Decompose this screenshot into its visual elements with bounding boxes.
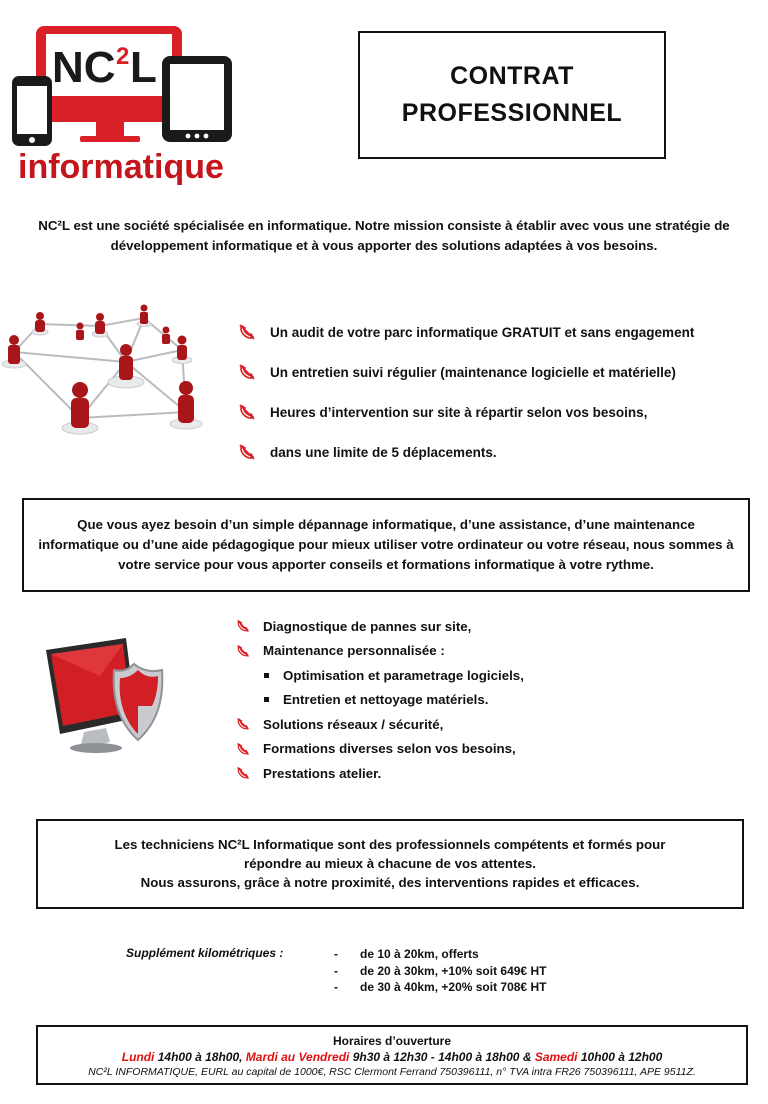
- km-item-1: de 10 à 20km, offerts: [360, 947, 479, 962]
- feature-audit: Un audit de votre parc informatique GRATUIT et sans engagement: [270, 324, 695, 340]
- service-network: Solutions réseaux / sécurité,: [263, 716, 444, 732]
- feature-maintenance: Un entretien suivi régulier (maintenance logicielle et matérielle): [270, 364, 676, 380]
- technicians-box: [36, 819, 744, 909]
- no-phone-icon: [238, 403, 256, 421]
- feature-limit: dans une limite de 5 déplacements.: [270, 444, 497, 460]
- no-phone-icon: [236, 766, 250, 780]
- no-phone-icon: [238, 323, 256, 341]
- no-phone-icon: [236, 742, 250, 756]
- dash-bullet: -: [334, 947, 338, 962]
- list-item: [236, 639, 736, 664]
- list-item: [334, 963, 546, 980]
- tech-line-2: répondre au mieux à chacune de vos attentes.: [244, 856, 536, 871]
- hours-weekdays-time: 9h30 à 12h30 - 14h00 à 18h00 &: [349, 1050, 535, 1064]
- km-item-3: de 30 à 40km, +20% soit 708€ HT: [360, 980, 547, 995]
- no-phone-icon: [236, 717, 250, 731]
- contract-title-box: [358, 31, 666, 159]
- km-supplement-list: [334, 946, 546, 996]
- service-sub-cleaning: Entretien et nettoyage matériels.: [283, 692, 489, 708]
- hours-saturday: Samedi: [534, 1050, 578, 1064]
- service-maintenance: Maintenance personnalisée :: [263, 643, 445, 659]
- hours-monday-time: 14h00 à 18h00,: [154, 1050, 246, 1064]
- list-item: [236, 663, 736, 688]
- logo-wordmark-nc: NC: [52, 43, 116, 92]
- monitor-shield-icon: [40, 636, 170, 756]
- title-line-1: CONTRAT: [450, 62, 574, 90]
- list-item: [334, 946, 546, 963]
- list-item: [236, 737, 736, 762]
- opening-hours-box: [36, 1025, 748, 1085]
- list-item: [238, 312, 758, 352]
- feature-hours: Heures d’intervention sur site à répartir selon vos besoins,: [270, 404, 648, 420]
- no-phone-icon: [238, 363, 256, 381]
- help-text: Que vous ayez besoin d’un simple dépannage informatique, d’une assistance, d’une maintenance informatique ou d’une aide pédagogique pour mieux utiliser votre ordinateur ou votre réseau, nous sommes à votre service pour vous apporter conseils et formations informatique à votre rythme.: [38, 517, 734, 572]
- logo-wordmark-sup: 2: [116, 43, 130, 70]
- service-training: Formations diverses selon vos besoins,: [263, 741, 516, 757]
- no-phone-icon: [236, 644, 250, 658]
- logo-subtitle: informatique: [18, 148, 224, 186]
- hours-saturday-time: 10h00 à 12h00: [577, 1050, 663, 1064]
- service-workshop: Prestations atelier.: [263, 765, 382, 781]
- list-item: [236, 712, 736, 737]
- list-item: [236, 614, 736, 639]
- hours-weekdays: Mardi au Vendredi: [245, 1050, 350, 1064]
- company-logo: [8, 18, 240, 188]
- list-item: [238, 352, 758, 392]
- list-item: [238, 392, 758, 432]
- list-item: [236, 761, 736, 786]
- no-phone-icon: [236, 619, 250, 633]
- km-supplement-label: Supplément kilométriques :: [126, 946, 284, 960]
- service-diagnostic: Diagnostique de pannes sur site,: [263, 618, 472, 634]
- hours-monday: Lundi: [121, 1050, 155, 1064]
- square-bullet-icon: [264, 697, 269, 702]
- legal-notice: NC²L INFORMATIQUE, EURL au capital de 1000€, RSC Clermont Ferrand 750396111, n° TVA intra FR26 750396111, APE 9511Z.: [88, 1066, 696, 1078]
- intro-paragraph: NC²L est une société spécialisée en informatique. Notre mission consiste à établir avec vous une stratégie de développement informatique et à vous apporter des solutions adaptées à vos besoins.: [38, 218, 730, 253]
- service-sub-optimisation: Optimisation et parametrage logiciels,: [283, 667, 524, 683]
- tech-line-3: Nous assurons, grâce à notre proximité, des interventions rapides et efficaces.: [140, 875, 640, 890]
- list-item: [334, 979, 546, 996]
- title-line-2: PROFESSIONNEL: [401, 99, 623, 127]
- list-item: [236, 688, 736, 713]
- dash-bullet: -: [334, 980, 338, 995]
- tech-line-1: Les techniciens NC²L Informatique sont des professionnels compétents et formés pour: [114, 837, 666, 852]
- list-item: [238, 432, 758, 472]
- logo-wordmark-l: L: [130, 43, 157, 92]
- hours-title: Horaires d’ouverture: [332, 1034, 452, 1048]
- help-box: [22, 498, 750, 592]
- square-bullet-icon: [264, 673, 269, 678]
- hours-line: [38, 1049, 746, 1065]
- no-phone-icon: [238, 443, 256, 461]
- people-network-icon: [0, 290, 216, 440]
- services-list: [236, 614, 736, 786]
- km-item-2: de 20 à 30km, +10% soit 649€ HT: [360, 963, 547, 978]
- feature-list: [238, 312, 758, 472]
- dash-bullet: -: [334, 963, 338, 978]
